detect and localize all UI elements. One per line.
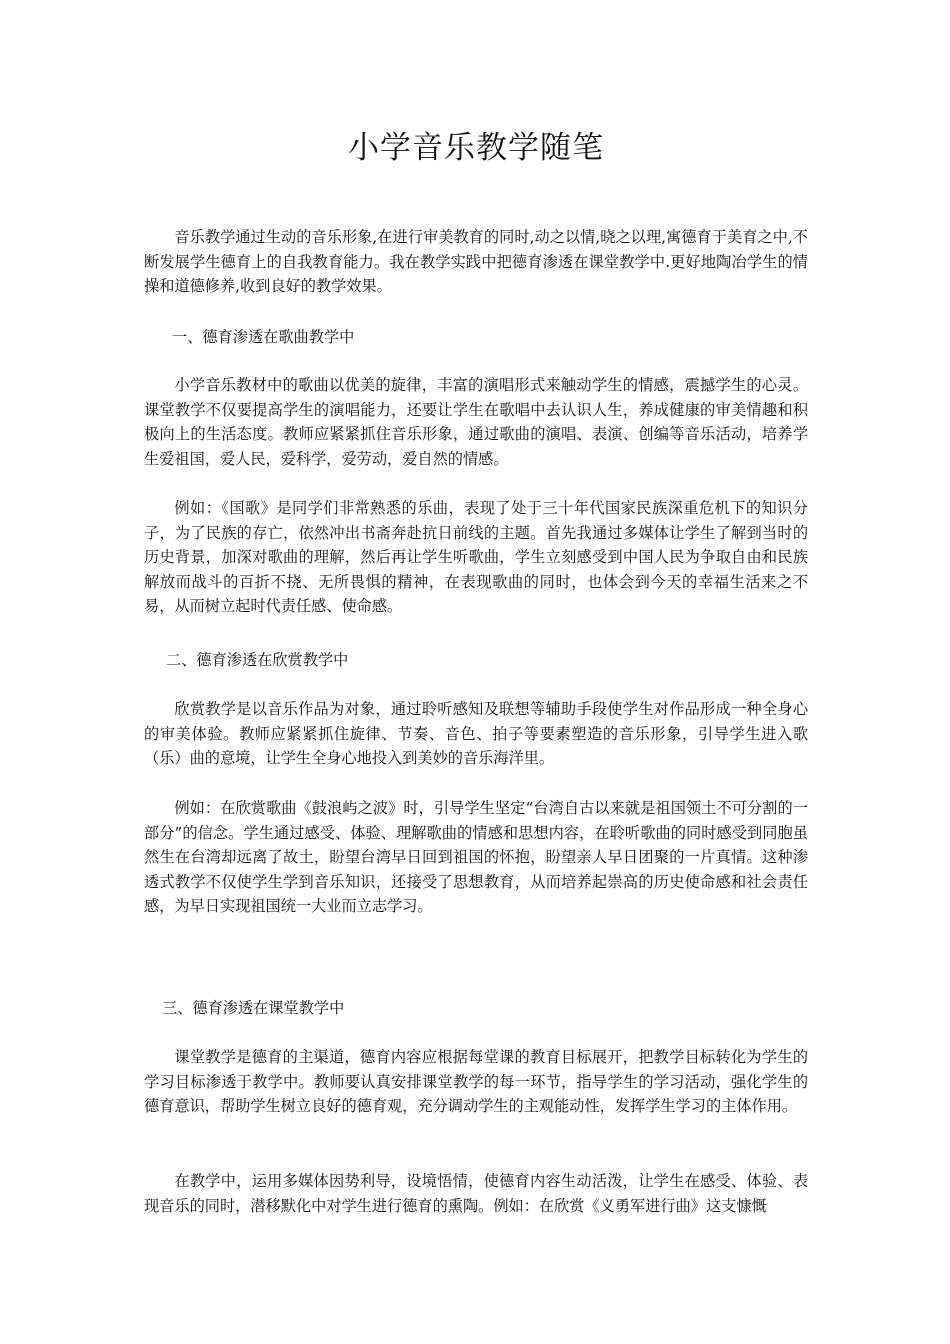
section-2-paragraph-2: 例如：在欣赏歌曲《鼓浪屿之波》时，引导学生坚定“台湾自古以来就是祖国领土不可分割的一部分”的信念。学生通过感受、体验、理解歌曲的情感和思想内容，在聆听歌曲的同时感受到同胞虽然生在台湾却远离了故土，盼望台湾早日回到祖国的怀抱，盼望亲人早日团聚的一片真情。这种渗透式教学不仅使学生学到音乐知识，还接受了思想教育，从而培养起崇高的历史使命感和社会责任感，为早日实现祖国统一大业而立志学习。 — [144, 799, 808, 915]
section-heading-1: 一、德育渗透在歌曲教学中 — [172, 328, 355, 346]
intro-paragraph: 音乐教学通过生动的音乐形象,在进行审美教育的同时,动之以情,晓之以理,寓德育于美育之中,不断发展学生德育上的自我教育能力。我在教学实践中把德育渗透在课堂教学中.更好地陶冶学生的情操和道德修养,收到良好的教学效果。 — [144, 228, 808, 295]
document-title: 小学音乐教学随笔 — [348, 130, 604, 166]
section-1-paragraph-1: 小学音乐教材中的歌曲以优美的旋律，丰富的演唱形式来触动学生的情感，震撼学生的心灵。课堂教学不仅要提高学生的演唱能力，还要让学生在歌唱中去认识人生，养成健康的审美情趣和积极向上的生活态度。教师应紧紧抓住音乐形象，通过歌曲的演唱、表演、创编等音乐活动，培养学生爱祖国，爱人民，爱科学，爱劳动，爱自然的情感。 — [144, 376, 808, 468]
section-3-paragraph-2: 在教学中，运用多媒体因势利导，设境悟情，使德育内容生动活泼，让学生在感受、体验、表现音乐的同时，潜移默化中对学生进行德育的熏陶。例如：在欣赏《义勇军进行曲》这支慷慨 — [144, 1172, 808, 1215]
section-heading-2: 二、德育渗透在欣赏教学中 — [166, 651, 349, 669]
section-heading-3: 三、德育渗透在课堂教学中 — [162, 999, 345, 1017]
section-2-paragraph-1: 欣赏教学是以音乐作品为对象，通过聆听感知及联想等辅助手段使学生对作品形成一种全身心的审美体验。教师应紧紧抓住旋律、节奏、音色、拍子等要素塑造的音乐形象，引导学生进入歌（乐）曲的意境，让学生全身心地投入到美妙的音乐海洋里。 — [144, 700, 808, 767]
section-3-paragraph-1: 课堂教学是德育的主渠道，德育内容应根据每堂课的教育目标展开，把教学目标转化为学生的学习目标渗透于教学中。教师要认真安排课堂教学的每一环节，指导学生的学习活动，强化学生的德育意识，帮助学生树立良好的德育观，充分调动学生的主观能动性，发挥学生学习的主体作用。 — [144, 1048, 808, 1115]
section-1-paragraph-2: 例如：《国歌》是同学们非常熟悉的乐曲，表现了处于三十年代国家民族深重危机下的知识分子，为了民族的存亡，依然冲出书斋奔赴抗日前线的主题。首先我通过多媒体让学生了解到当时的历史背景，加深对歌曲的理解，然后再让学生听歌曲，学生立刻感受到中国人民为争取自由和民族解放而战斗的百折不挠、无所畏惧的精神，在表现歌曲的同时，也体会到今天的幸福生活来之不易，从而树立起时代责任感、使命感。 — [144, 499, 808, 615]
